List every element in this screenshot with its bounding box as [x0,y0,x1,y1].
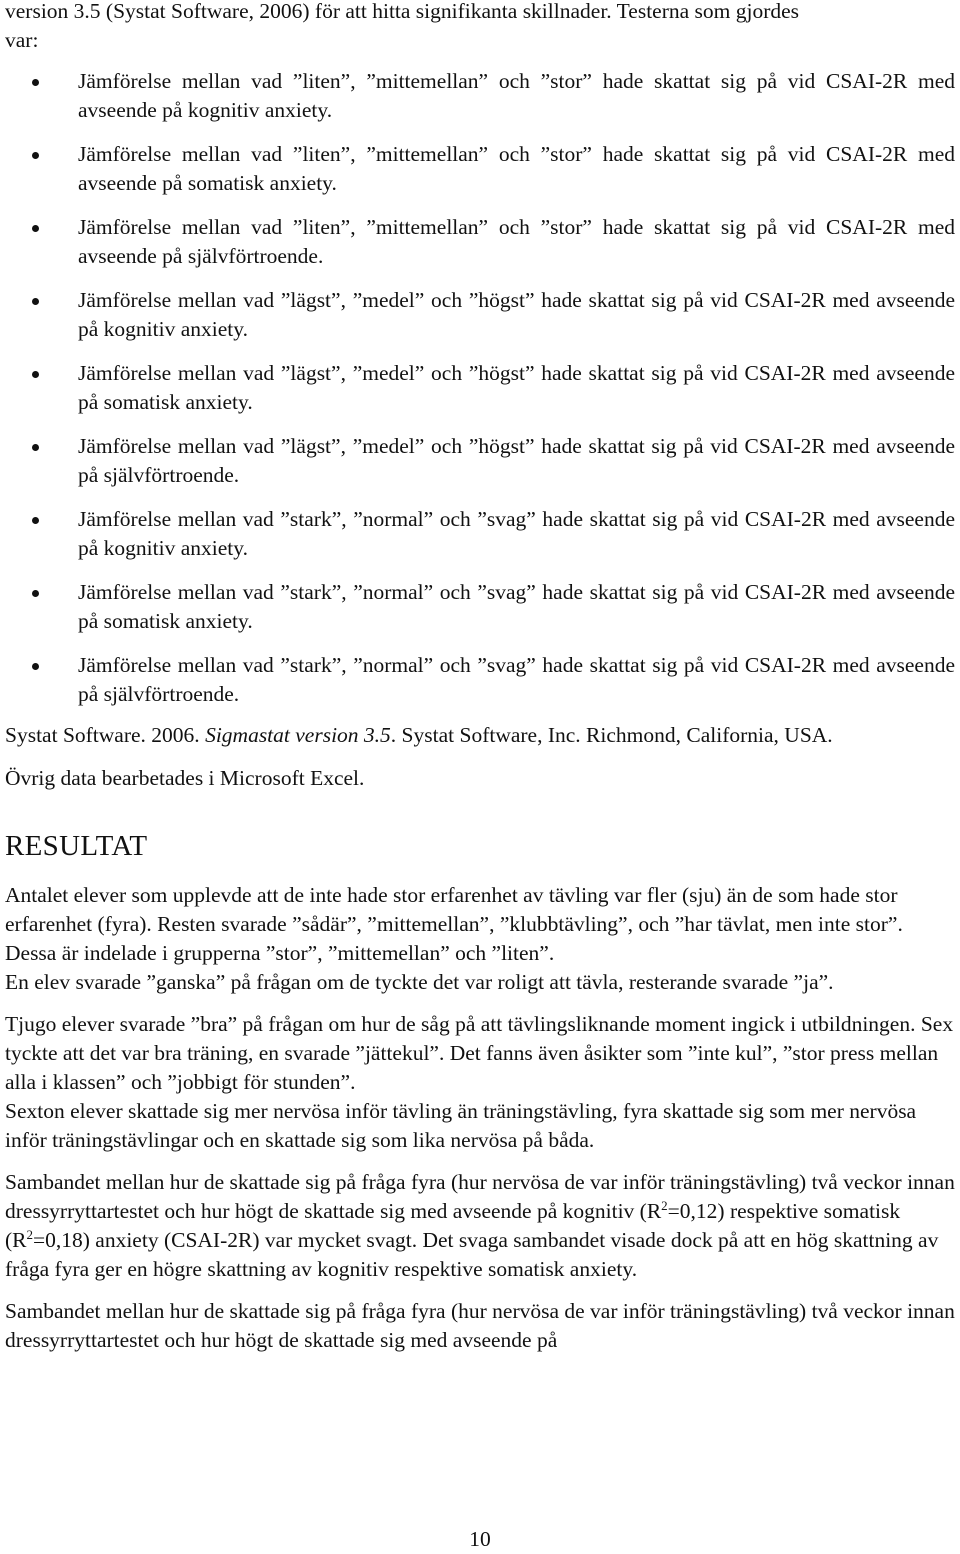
bullet-icon [32,590,39,597]
bullet-icon [32,663,39,670]
superscript: 2 [661,1198,668,1213]
document-page [5,0,955,1355]
list-item [5,578,955,636]
list-item-text: Jämförelse mellan vad ”liten”, ”mittemellan” och ”stor” hade skattat sig på vid CSAI-2R med avseende på kognitiv anxiety. [78,69,955,122]
list-item [5,505,955,563]
test-list [5,67,955,709]
bullet-icon [32,371,39,378]
page-number: 10 [469,1527,491,1551]
list-item [5,651,955,709]
results-paragraph: Tjugo elever svarade ”bra” på frågan om hur de såg på att tävlingsliknande moment ingick i utbildningen. Sex tyckte att det var bra träning, en svarade ”jättekul”. Det fanns även åsikter som ”inte kul”, ”stor press mellan alla i klassen” och ”jobbigt för stunden”. [5,1012,954,1094]
list-item-text: Jämförelse mellan vad ”lägst”, ”medel” och ”högst” hade skattat sig på vid CSAI-2R med avseende på somatisk anxiety. [78,361,955,414]
intro-line-1: version 3.5 (Systat Software, 2006) för att hitta signifikanta skillnader. Testerna som gjordes [5,0,800,23]
results-paragraph [5,1168,955,1284]
list-item [5,359,955,417]
results-paragraph: En elev svarade ”ganska” på frågan om de tyckte det var roligt att tävla, resterande svarade ”ja”. [5,970,834,994]
paragraph-text: =0,12) respektive somatisk (R [5,1199,901,1252]
paragraph-text: =0,18) anxiety (CSAI-2R) var mycket svagt. Det svaga sambandet visade dock på att en hög skattning av fråga fyra ger en högre skattning av kognitiv respektive somatisk anxiety. [5,1228,939,1281]
section-heading: RESULTAT [5,830,148,862]
results-paragraph: Antalet elever som upplevde att de inte hade stor erfarenhet av tävling var fler (sju) än de som hade stor erfarenhet (fyra). Resten svarade ”sådär”, ”mittemellan”, ”klubbtävling”, och ”har tävlat, men inte stor”. Dessa är indelade i grupperna ”stor”, ”mittemellan” och ”liten”. [5,883,903,965]
bullet-icon [32,79,39,86]
list-item-text: Jämförelse mellan vad ”lägst”, ”medel” och ”högst” hade skattat sig på vid CSAI-2R med avseende på självförtroende. [78,434,955,487]
list-item [5,213,955,271]
reference-title: Sigmastat version 3.5 [205,723,391,747]
intro-line-2: var: [5,28,39,52]
list-item [5,432,955,490]
bullet-icon [32,444,39,451]
bullet-icon [32,152,39,159]
bullet-icon [32,298,39,305]
reference-text: . Systat Software, Inc. Richmond, California, USA. [390,723,833,747]
list-item-text: Jämförelse mellan vad ”stark”, ”normal” och ”svag” hade skattat sig på vid CSAI-2R med avseende på självförtroende. [78,653,955,706]
excel-note: Övrig data bearbetades i Microsoft Excel. [5,766,365,790]
intro-paragraph [5,0,955,55]
list-item-text: Jämförelse mellan vad ”stark”, ”normal” och ”svag” hade skattat sig på vid CSAI-2R med avseende på kognitiv anxiety. [78,507,955,560]
list-item-text: Jämförelse mellan vad ”liten”, ”mittemellan” och ”stor” hade skattat sig på vid CSAI-2R med avseende på somatisk anxiety. [78,142,955,195]
results-paragraph: Sambandet mellan hur de skattade sig på fråga fyra (hur nervösa de var inför träningstävling) två veckor innan dressyrryttartestet och hur högt de skattade sig med avseende på [5,1299,955,1352]
bullet-icon [32,225,39,232]
reference-text: Systat Software. 2006. [5,723,206,747]
software-reference [5,721,955,750]
list-item-text: Jämförelse mellan vad ”lägst”, ”medel” och ”högst” hade skattat sig på vid CSAI-2R med avseende på kognitiv anxiety. [78,288,955,341]
list-item [5,67,955,125]
results-paragraph: Sexton elever skattade sig mer nervösa inför tävling än träningstävling, fyra skattade sig som mer nervösa inför träningstävlingar och en skattade sig som lika nervösa på båda. [5,1099,917,1152]
list-item-text: Jämförelse mellan vad ”stark”, ”normal” och ”svag” hade skattat sig på vid CSAI-2R med avseende på somatisk anxiety. [78,580,955,633]
list-item [5,140,955,198]
list-item [5,286,955,344]
bullet-icon [32,517,39,524]
paragraph-text: Sambandet mellan hur de skattade sig på fråga fyra (hur nervösa de var inför träningstävling) två veckor innan dressyrryttartestet och hur högt de skattade sig med avseende på kognitiv (R [5,1170,955,1223]
superscript: 2 [26,1227,33,1242]
list-item-text: Jämförelse mellan vad ”liten”, ”mittemellan” och ”stor” hade skattat sig på vid CSAI-2R med avseende på självförtroende. [78,215,955,268]
